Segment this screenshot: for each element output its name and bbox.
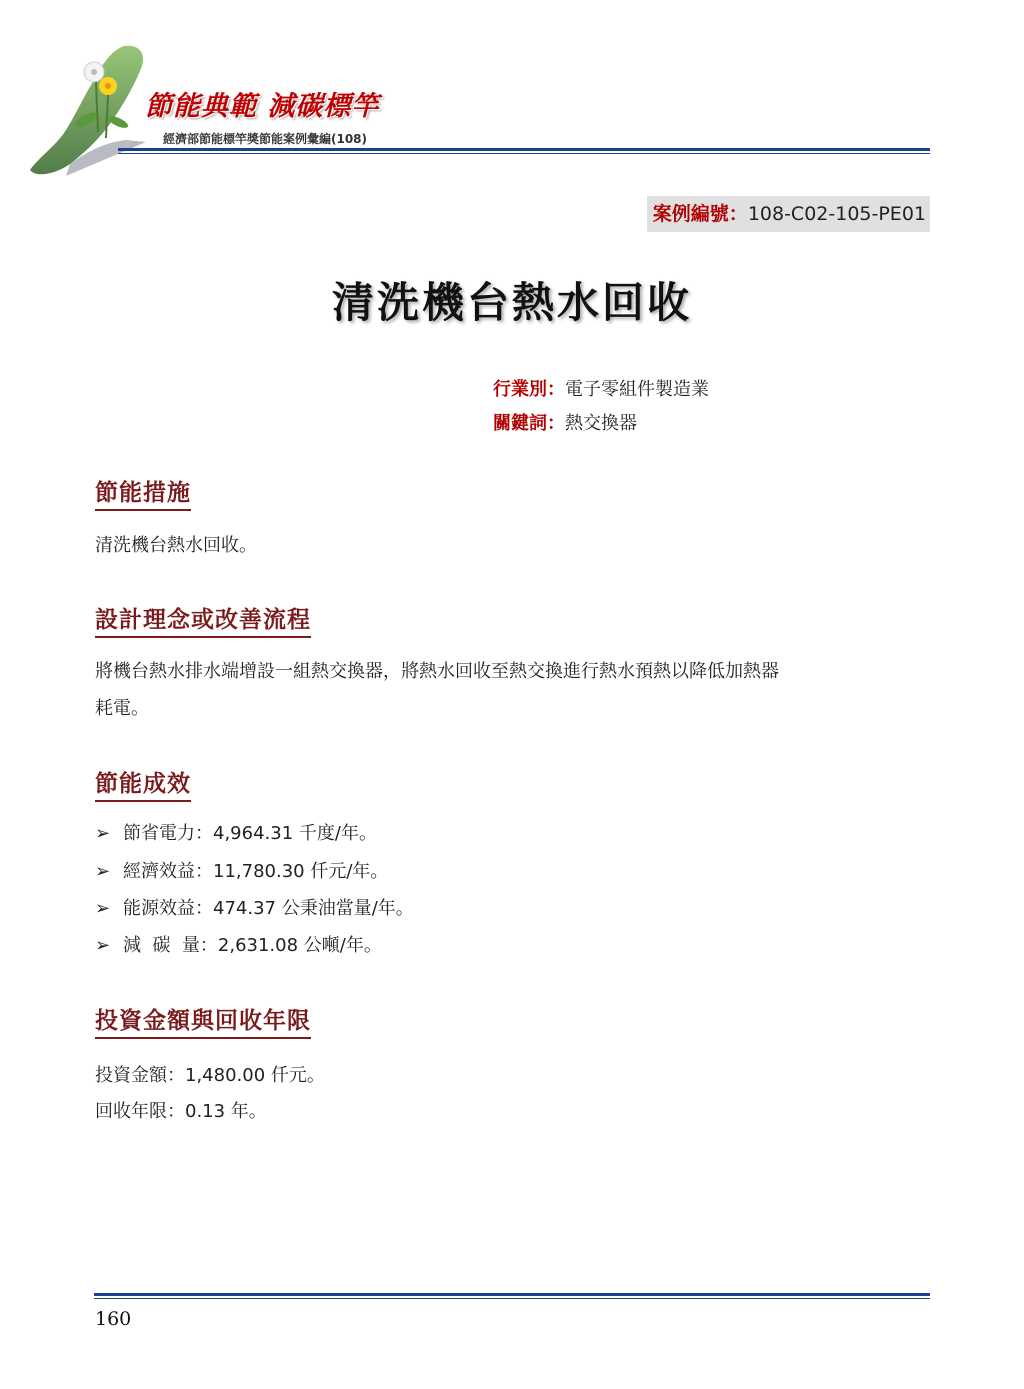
measure-text: 清洗機台熱水回收。 <box>95 535 257 556</box>
investment-amount: 投資金額：1,480.00 仟元。 <box>95 1065 325 1086</box>
header-divider <box>118 148 930 151</box>
industry-value: 電子零組件製造業 <box>565 379 709 400</box>
result-value: 4,964.31 千度/年。 <box>213 823 377 844</box>
result-value: 474.37 公秉油當量/年。 <box>213 898 414 919</box>
case-number-box <box>647 196 930 232</box>
result-label: 能源效益： <box>123 898 213 919</box>
payback-period: 回收年限：0.13 年。 <box>95 1101 267 1122</box>
arrow-bullet-icon: ➢ <box>95 861 111 882</box>
result-value: 2,631.08 公噸/年。 <box>217 935 382 956</box>
result-item-economic <box>95 857 388 887</box>
design-text-line-1: 將機台熱水排水端增設一組熱交換器，將熱水回收至熱交換進行熱水預熱以降低加熱器 <box>95 661 779 682</box>
footer-divider <box>94 1293 930 1296</box>
series-subtitle: 經濟部節能標竿獎節能案例彙編(108) <box>163 132 368 146</box>
page-number: 160 <box>95 1308 132 1330</box>
result-label: 經濟效益： <box>123 861 213 882</box>
result-value: 11,780.30 仟元/年。 <box>213 861 389 882</box>
header-divider-thin <box>118 153 930 154</box>
arrow-bullet-icon: ➢ <box>95 898 111 919</box>
result-item-carbon <box>95 931 382 961</box>
section-heading-investment: 投資金額與回收年限 <box>95 1002 311 1039</box>
arrow-bullet-icon: ➢ <box>95 823 111 844</box>
keyword-label: 關鍵詞： <box>493 413 565 434</box>
result-item-energy <box>95 894 414 924</box>
section-heading-results: 節能成效 <box>95 765 191 802</box>
section-heading-measure: 節能措施 <box>95 474 191 511</box>
design-text-line-2: 耗電。 <box>95 698 149 719</box>
footer-divider-thin <box>94 1298 930 1299</box>
result-label: 減 碳 量： <box>123 935 218 956</box>
arrow-bullet-icon: ➢ <box>95 935 111 956</box>
result-label: 節省電力： <box>123 823 213 844</box>
case-number-value: 108-C02-105-PE01 <box>747 203 926 225</box>
case-number-label: 案例編號： <box>652 203 748 225</box>
result-item-electricity <box>95 819 377 849</box>
series-title: 節能典範 減碳標竿 <box>145 91 380 122</box>
section-heading-design: 設計理念或改善流程 <box>95 601 311 638</box>
page-title: 清洗機台熱水回收 <box>331 278 692 327</box>
keyword-value: 熱交換器 <box>565 413 637 434</box>
keyword-row <box>493 409 637 435</box>
industry-row <box>493 375 709 401</box>
industry-label: 行業別： <box>493 379 565 400</box>
